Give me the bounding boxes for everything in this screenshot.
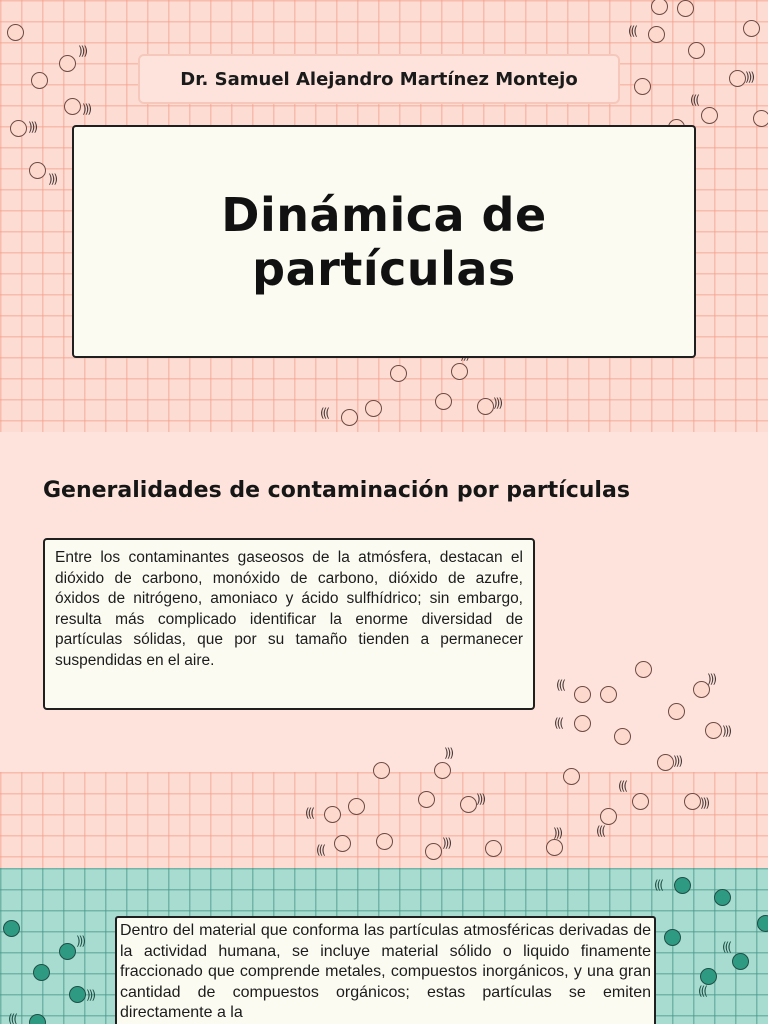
particle-circle-icon [714,889,731,906]
particle-circle-icon [657,754,674,771]
particle-circle-icon [668,703,685,720]
particle-circle-icon [635,661,652,678]
title-line-1: Dinámica de [221,187,547,242]
particle-circle-icon [600,808,617,825]
motion-waves-icon: ((( [722,940,731,954]
motion-waves-icon: ))) [553,826,562,840]
particle-circle-icon [753,110,768,127]
particle-circle-icon [574,686,591,703]
motion-waves-icon: ))) [707,672,716,686]
particle-circle-icon [334,835,351,852]
particle-circle-icon [7,24,24,41]
motion-waves-icon: ))) [493,396,502,410]
particle-circle-icon [574,715,591,732]
particle-circle-icon [348,798,365,815]
particle-circle-icon [10,120,27,137]
particle-circle-icon [59,55,76,72]
particle-circle-icon [705,722,722,739]
particle-circle-icon [390,365,407,382]
particle-circle-icon [732,953,749,970]
motion-waves-icon: ((( [305,806,314,820]
motion-waves-icon: ((( [690,93,699,107]
particle-circle-icon [700,968,717,985]
motion-waves-icon: ((( [698,984,707,998]
particle-circle-icon [3,920,20,937]
motion-waves-icon: ))) [700,796,709,810]
motion-waves-icon: ))) [722,724,731,738]
intro-paragraph-box [43,538,535,710]
motion-waves-icon: ((( [654,878,663,892]
particle-circle-icon [546,839,563,856]
particle-circle-icon [757,915,768,932]
intro-paragraph: Entre los contaminantes gaseosos de la atmósfera, destacan el dióxido de carbono, monóxido de carbono, dióxido de azufre, óxidos de nitrógeno, amoniaco y ácido sulfhídrico; sin embargo, resulta más complicado identificar la enorme diversidad de partículas sólidas, que por su tamaño tienden a permanecer suspendidas en el aire. [55,549,523,669]
motion-waves-icon: ))) [28,120,37,134]
particle-circle-icon [373,762,390,779]
particle-circle-icon [418,791,435,808]
particle-circle-icon [614,728,631,745]
particle-circle-icon [376,833,393,850]
particle-circle-icon [365,400,382,417]
particle-circle-icon [648,26,665,43]
motion-waves-icon: ))) [476,792,485,806]
particle-circle-icon [460,796,477,813]
particle-circle-icon [485,840,502,857]
motion-waves-icon: ((( [554,716,563,730]
particle-circle-icon [677,0,694,17]
particle-circle-icon [664,929,681,946]
motion-waves-icon: ((( [556,678,565,692]
motion-waves-icon: ))) [48,172,57,186]
particle-circle-icon [632,793,649,810]
particle-circle-icon [600,686,617,703]
author-name: Dr. Samuel Alejandro Martínez Montejo [180,68,578,90]
motion-waves-icon: ((( [628,24,637,38]
motion-waves-icon: ((( [320,406,329,420]
section-heading: Generalidades de contaminación por partículas [43,478,630,503]
particle-circle-icon [451,363,468,380]
particle-circle-icon [59,943,76,960]
particle-circle-icon [69,986,86,1003]
motion-waves-icon: ((( [316,843,325,857]
particle-circle-icon [29,162,46,179]
particle-circle-icon [634,78,651,95]
lower-grid-background [0,772,768,868]
particle-circle-icon [688,42,705,59]
particle-circle-icon [33,964,50,981]
motion-waves-icon: ))) [442,836,451,850]
motion-waves-icon: ))) [82,102,91,116]
page-title [221,188,546,296]
motion-waves-icon: ((( [596,824,605,838]
particle-circle-icon [434,762,451,779]
particle-circle-icon [324,806,341,823]
particle-circle-icon [477,398,494,415]
motion-waves-icon: ))) [444,746,453,760]
second-paragraph-box [115,916,656,1024]
title-card [72,125,696,358]
motion-waves-icon: ))) [745,70,754,84]
particle-circle-icon [701,107,718,124]
particle-circle-icon [425,843,442,860]
particle-circle-icon [563,768,580,785]
title-line-2: partículas [252,241,516,296]
particle-circle-icon [341,409,358,426]
motion-waves-icon: ))) [86,988,95,1002]
motion-waves-icon: ))) [76,934,85,948]
motion-waves-icon: ))) [673,754,682,768]
particle-circle-icon [684,793,701,810]
particle-circle-icon [435,393,452,410]
motion-waves-icon: ((( [618,779,627,793]
particle-circle-icon [29,1014,46,1024]
author-banner [138,54,620,104]
particle-circle-icon [64,98,81,115]
motion-waves-icon: ))) [78,44,87,58]
particle-circle-icon [743,20,760,37]
particle-circle-icon [674,877,691,894]
motion-waves-icon: ((( [8,1012,17,1024]
second-paragraph: Dentro del material que conforma las partículas atmosféricas derivadas de la actividad humana, se incluye material sólido o liquido finamente fraccionado que comprende metales, compuestos inorgánicos, y una gran cantidad de compuestos orgánicos; estas partículas se emiten directamente a la [120,922,651,1021]
particle-circle-icon [729,70,746,87]
particle-circle-icon [31,72,48,89]
